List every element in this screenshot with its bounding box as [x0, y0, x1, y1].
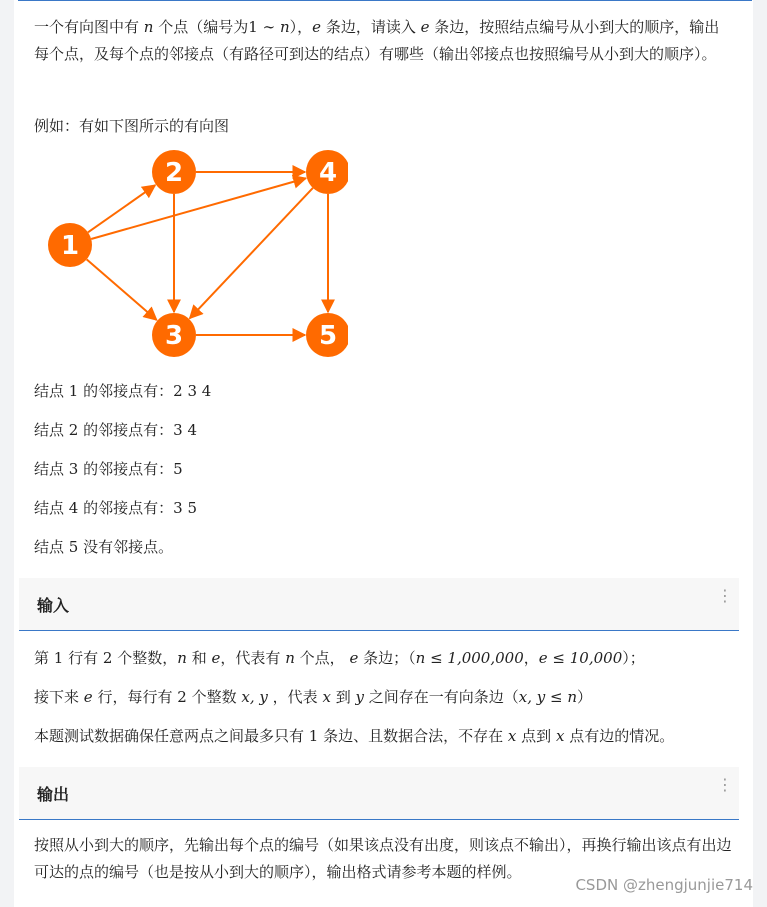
math-two: 2: [102, 649, 113, 667]
watermark: CSDN @zhengjunjie714: [575, 876, 753, 894]
math-two: 2: [177, 688, 187, 706]
edge-1-to-3: [87, 259, 157, 320]
math-range-end: n: [279, 18, 290, 36]
graph-node-2: [152, 150, 196, 194]
adjacency-prefix: 结点: [34, 460, 65, 478]
text: ，: [523, 649, 539, 667]
text: 点有边的情况。: [569, 727, 675, 745]
adjacency-suffix: 没有邻接点。: [83, 538, 174, 556]
text: 点到: [521, 727, 552, 745]
intro-text: 个点（编号为: [158, 18, 249, 36]
text: 行，每行有: [97, 688, 173, 706]
adjacency-suffix: 的邻接点有：: [83, 382, 174, 400]
intro-text: 条边，按照结点编号从小到大的顺序，输出每个点，及每个点的邻接点（有路径可到达的结点）有哪些（输出邻接点也按照编号从小到大的顺序）。: [34, 18, 720, 63]
math-condition-n: n ≤ 1,000,000: [415, 649, 524, 667]
text: 个整数: [191, 688, 237, 706]
adjacency-line-4: [34, 497, 197, 518]
math-range-start: 1: [248, 18, 258, 36]
text: ）: [577, 688, 593, 706]
adjacency-values: 2 3 4: [173, 382, 212, 400]
math-tilde: ∼: [262, 18, 276, 36]
graph-node-1: [48, 223, 92, 267]
problem-panel: [14, 0, 753, 907]
graph-node-5: [306, 313, 348, 357]
math-e: e: [349, 649, 359, 667]
text: 到: [335, 688, 351, 706]
adjacency-line-5: [34, 536, 173, 557]
text: 第: [34, 649, 50, 667]
adjacency-prefix: 结点: [34, 538, 65, 556]
output-section-header: [19, 767, 739, 820]
math-e: e: [312, 18, 322, 36]
adjacency-values: 3 5: [173, 499, 197, 517]
adjacency-line-3: [34, 458, 183, 479]
adjacency-prefix: 结点: [34, 421, 65, 439]
math-xy: x, y: [241, 688, 268, 706]
text: 个点，: [299, 649, 345, 667]
math-one: 1: [53, 649, 64, 667]
adjacency-node: 5: [68, 538, 79, 556]
adjacency-values: 5: [173, 460, 183, 478]
math-n: n: [177, 649, 187, 667]
math-y: y: [355, 688, 364, 706]
top-divider: [18, 0, 752, 1]
adjacency-line-1: [34, 380, 211, 401]
text: 接下来: [34, 688, 80, 706]
text: 条边；（: [363, 649, 416, 667]
text: 和: [191, 649, 207, 667]
node-label: 2: [164, 158, 184, 188]
node-label: 1: [60, 231, 80, 261]
graph-node-4: [306, 150, 348, 194]
math-x: x: [322, 688, 331, 706]
adjacency-node: 3: [68, 460, 79, 478]
adjacency-suffix: 的邻接点有：: [83, 421, 174, 439]
input-section-header: [19, 578, 739, 631]
intro-text: 一个有向图中有: [34, 18, 140, 36]
input-line-2: [34, 686, 592, 707]
math-e: e: [211, 649, 221, 667]
graph-nodes: [48, 150, 348, 357]
adjacency-suffix: 的邻接点有：: [83, 499, 174, 517]
math-condition-e: e ≤ 10,000: [538, 649, 623, 667]
text: 个整数，: [117, 649, 178, 667]
math-e: e: [420, 18, 430, 36]
text: 条边、且数据合法，不存在: [323, 727, 504, 745]
node-label: 5: [318, 321, 338, 351]
graph-node-3: [152, 313, 196, 357]
text: 本题测试数据确保任意两点之间最多只有: [34, 727, 305, 745]
text: ，代表: [272, 688, 318, 706]
text: 之间存在一有向条边（: [368, 688, 519, 706]
output-section-title: 输出: [37, 785, 70, 804]
math-n: n: [285, 649, 295, 667]
edge-1-to-2: [88, 185, 155, 232]
edge-4-to-3: [190, 188, 313, 318]
graph-diagram: [28, 135, 348, 365]
adjacency-prefix: 结点: [34, 499, 65, 517]
graph-edges: [87, 172, 328, 335]
adjacency-values: 3 4: [173, 421, 197, 439]
adjacency-line-2: [34, 419, 197, 440]
input-section-title: 输入: [37, 596, 70, 615]
adjacency-node: 1: [68, 382, 79, 400]
math-xy-condition: x, y ≤ n: [518, 688, 578, 706]
math-n: n: [143, 18, 154, 36]
input-line-3: [34, 725, 674, 746]
output-paragraph: 按照从小到大的顺序，先输出每个点的编号（如果该点没有出度，则该点不输出），再换行输出该点有出边可达的点的编号（也是按从小到大的顺序），输出格式请参考本题的样例。: [34, 836, 732, 881]
math-x: x: [555, 727, 565, 745]
intro-paragraph: [34, 14, 734, 68]
node-label: 3: [164, 321, 184, 351]
output-section-menu-icon[interactable]: ⋮: [717, 775, 733, 794]
math-x: x: [507, 727, 517, 745]
node-label: 4: [318, 158, 338, 188]
adjacency-prefix: 结点: [34, 382, 65, 400]
input-line-1: [34, 647, 645, 668]
intro-text: 条边，请读入: [325, 18, 416, 36]
text: 行有: [68, 649, 99, 667]
adjacency-node: 2: [68, 421, 79, 439]
input-section-menu-icon[interactable]: ⋮: [717, 586, 733, 605]
text: ，代表有: [220, 649, 281, 667]
adjacency-node: 4: [68, 499, 79, 517]
intro-text: ），: [289, 18, 313, 36]
example-label: 例如：有如下图所示的有向图: [34, 117, 230, 135]
text: ）；: [622, 649, 645, 667]
math-e: e: [83, 688, 93, 706]
math-one: 1: [308, 727, 319, 745]
adjacency-suffix: 的邻接点有：: [83, 460, 174, 478]
